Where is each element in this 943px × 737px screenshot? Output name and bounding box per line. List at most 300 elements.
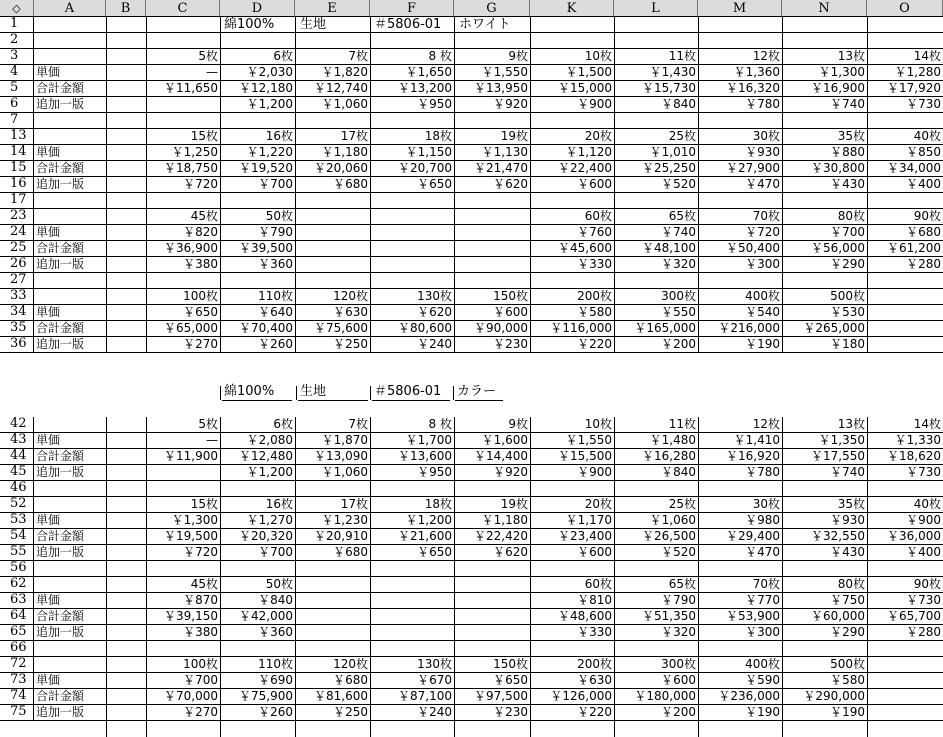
cell-e33[interactable]: 120枚 <box>333 289 368 303</box>
cell-g74[interactable]: ￥97,500 <box>474 689 528 703</box>
cell-n75[interactable]: ￥190 <box>830 705 865 719</box>
cell-f74[interactable]: ￥87,100 <box>398 689 452 703</box>
cell-c3[interactable]: 5枚 <box>198 49 218 63</box>
cell-n4[interactable]: ￥1,300 <box>818 65 865 79</box>
cell-e16[interactable]: ￥680 <box>333 177 368 191</box>
column-header-a[interactable]: A <box>34 0 106 17</box>
cell-d45[interactable]: ￥1,200 <box>246 465 293 479</box>
row-header-52[interactable]: 52 <box>0 497 34 513</box>
cell-e75[interactable]: ￥250 <box>333 705 368 719</box>
cell-c15[interactable]: ￥18,750 <box>164 161 218 175</box>
cell-d65[interactable]: ￥360 <box>258 625 293 639</box>
cell-e13[interactable]: 17枚 <box>340 129 368 143</box>
cell-e74[interactable]: ￥81,600 <box>314 689 368 703</box>
column-header-k[interactable]: K <box>530 0 614 17</box>
cell-b17[interactable] <box>106 193 146 209</box>
cell-k43[interactable]: ￥1,550 <box>565 433 612 447</box>
cell-n73[interactable]: ￥580 <box>830 673 865 687</box>
cell-d4[interactable]: ￥2,030 <box>246 65 293 79</box>
cell-o3[interactable]: 14枚 <box>913 49 941 63</box>
cell-k1[interactable] <box>530 17 614 33</box>
row-header-33[interactable]: 33 <box>0 289 34 305</box>
cell-k36[interactable]: ￥220 <box>577 337 612 351</box>
cell-k53[interactable]: ￥1,170 <box>565 513 612 527</box>
cell-o42[interactable]: 14枚 <box>913 417 941 431</box>
cell-o4[interactable]: ￥1,280 <box>894 65 941 79</box>
cell-g4[interactable]: ￥1,550 <box>481 65 528 79</box>
cell-m7[interactable] <box>698 113 782 129</box>
row-header-5[interactable]: 5 <box>0 81 34 97</box>
cell-m23[interactable]: 70枚 <box>752 209 780 223</box>
cell-b75[interactable] <box>106 705 146 721</box>
cell-f36[interactable]: ￥240 <box>417 337 452 351</box>
row-header-3[interactable]: 3 <box>0 49 34 65</box>
cell-o72[interactable] <box>867 657 943 673</box>
cell-e42[interactable]: 7枚 <box>348 417 368 431</box>
cell-g23[interactable] <box>454 209 530 225</box>
cell-b45[interactable] <box>106 465 146 481</box>
cell-m56[interactable] <box>698 561 782 577</box>
cell-g73[interactable]: ￥650 <box>493 673 528 687</box>
cell-o13[interactable]: 40枚 <box>913 129 941 143</box>
cell-m27[interactable] <box>698 273 782 289</box>
cell-l64[interactable]: ￥51,350 <box>642 609 696 623</box>
cell-l17[interactable] <box>614 193 698 209</box>
cell-g65[interactable] <box>454 625 530 641</box>
cell-d35[interactable]: ￥70,400 <box>239 321 293 335</box>
cell-c64[interactable]: ￥39,150 <box>164 609 218 623</box>
cell-o45[interactable]: ￥730 <box>906 465 941 479</box>
cell-d15[interactable]: ￥19,520 <box>239 161 293 175</box>
cell-d14[interactable]: ￥1,220 <box>246 145 293 159</box>
cell-g2[interactable] <box>454 33 530 49</box>
cell-k63[interactable]: ￥810 <box>577 593 612 607</box>
cell-e53[interactable]: ￥1,230 <box>321 513 368 527</box>
cell-c4[interactable]: — <box>206 65 218 79</box>
cell-o43[interactable]: ￥1,330 <box>894 433 941 447</box>
cell-o53[interactable]: ￥900 <box>906 513 941 527</box>
cell-f72[interactable]: 130枚 <box>417 657 452 671</box>
cell-c66[interactable] <box>146 641 220 657</box>
row-header-64[interactable]: 64 <box>0 609 34 625</box>
cell-c42[interactable]: 5枚 <box>198 417 218 431</box>
cell-e5[interactable]: ￥12,740 <box>314 81 368 95</box>
column-header-l[interactable]: L <box>614 0 698 17</box>
cell-d36[interactable]: ￥260 <box>258 337 293 351</box>
cell-f26[interactable] <box>370 257 454 273</box>
cell-o7[interactable] <box>867 113 943 129</box>
row-header-53[interactable]: 53 <box>0 513 34 529</box>
column-header-g[interactable]: G <box>454 0 530 17</box>
cell-c43[interactable]: — <box>206 433 218 447</box>
cell-n26[interactable]: ￥290 <box>830 257 865 271</box>
cell-g72[interactable]: 150枚 <box>493 657 528 671</box>
cell-b54[interactable] <box>106 529 146 545</box>
cell-a63[interactable]: 単価 <box>36 593 61 607</box>
cell-e2[interactable] <box>295 33 370 49</box>
cell-d16[interactable]: ￥700 <box>258 177 293 191</box>
cell-m17[interactable] <box>698 193 782 209</box>
cell-a36[interactable]: 追加一版 <box>36 337 85 351</box>
cell-g6[interactable]: ￥920 <box>493 97 528 111</box>
cell-k52[interactable]: 20枚 <box>584 497 612 511</box>
cell-l52[interactable]: 25枚 <box>668 497 696 511</box>
cell-f2[interactable] <box>370 33 454 49</box>
cell-m6[interactable]: ￥780 <box>745 97 780 111</box>
cell-n27[interactable] <box>782 273 867 289</box>
cell-l33[interactable]: 300枚 <box>661 289 696 303</box>
cell-e73[interactable]: ￥680 <box>333 673 368 687</box>
cell-m53[interactable]: ￥980 <box>745 513 780 527</box>
cell-e43[interactable]: ￥1,870 <box>321 433 368 447</box>
cell-b4[interactable] <box>106 65 146 81</box>
cell-l6[interactable]: ￥840 <box>661 97 696 111</box>
cell-k56[interactable] <box>530 561 614 577</box>
cell-e72[interactable]: 120枚 <box>333 657 368 671</box>
cell-e56[interactable] <box>295 561 370 577</box>
cell-e35[interactable]: ￥75,600 <box>314 321 368 335</box>
cell-b1[interactable] <box>106 17 146 33</box>
cell-f5[interactable]: ￥13,200 <box>398 81 452 95</box>
cell-k42[interactable]: 10枚 <box>584 417 612 431</box>
cell-m72[interactable]: 400枚 <box>745 657 780 671</box>
cell-b52[interactable] <box>106 497 146 513</box>
cell-f53[interactable]: ￥1,200 <box>405 513 452 527</box>
cell-g36[interactable]: ￥230 <box>493 337 528 351</box>
cell-a55[interactable]: 追加一版 <box>36 545 85 559</box>
row-header-75[interactable]: 75 <box>0 705 34 721</box>
cell-k16[interactable]: ￥600 <box>577 177 612 191</box>
cell-c14[interactable]: ￥1,250 <box>171 145 218 159</box>
cell-m54[interactable]: ￥29,400 <box>726 529 780 543</box>
cell-m73[interactable]: ￥590 <box>745 673 780 687</box>
cell-e44[interactable]: ￥13,090 <box>314 449 368 463</box>
cell-d24[interactable]: ￥790 <box>258 225 293 239</box>
cell-o2[interactable] <box>867 33 943 49</box>
cell-l46[interactable] <box>614 481 698 497</box>
cell-m44[interactable]: ￥16,920 <box>726 449 780 463</box>
cell-l24[interactable]: ￥740 <box>661 225 696 239</box>
cell-l53[interactable]: ￥1,060 <box>649 513 696 527</box>
row-header-24[interactable]: 24 <box>0 225 34 241</box>
cell-a72[interactable] <box>34 657 106 673</box>
cell-c36[interactable]: ￥270 <box>183 337 218 351</box>
row-header-55[interactable]: 55 <box>0 545 34 561</box>
cell-l42[interactable]: 11枚 <box>668 417 696 431</box>
cell-k6[interactable]: ￥900 <box>577 97 612 111</box>
row-header-17[interactable]: 17 <box>0 193 34 209</box>
cell-m14[interactable]: ￥930 <box>745 145 780 159</box>
cell-a1[interactable] <box>34 17 106 33</box>
cell-c17[interactable] <box>146 193 220 209</box>
cell-n23[interactable]: 80枚 <box>837 209 865 223</box>
cell-k73[interactable]: ￥630 <box>577 673 612 687</box>
cell-k62[interactable]: 60枚 <box>584 577 612 591</box>
cell-c65[interactable]: ￥380 <box>183 625 218 639</box>
cell-a52[interactable] <box>34 497 106 513</box>
cell-o56[interactable] <box>867 561 943 577</box>
cell-b64[interactable] <box>106 609 146 625</box>
cell-n53[interactable]: ￥930 <box>830 513 865 527</box>
cell-m35[interactable]: ￥216,000 <box>718 321 780 335</box>
cell-a62[interactable] <box>34 577 106 593</box>
cell-f42[interactable]: 8 枚 <box>428 417 452 431</box>
cell-m42[interactable]: 12枚 <box>752 417 780 431</box>
cell-l36[interactable]: ￥200 <box>661 337 696 351</box>
row-header-56[interactable]: 56 <box>0 561 34 577</box>
cell-g55[interactable]: ￥620 <box>493 545 528 559</box>
row-header-14[interactable]: 14 <box>0 145 34 161</box>
cell-m55[interactable]: ￥470 <box>745 545 780 559</box>
cell-b13[interactable] <box>106 129 146 145</box>
cell-b3[interactable] <box>106 49 146 65</box>
cell-g7[interactable] <box>454 113 530 129</box>
cell-g52[interactable]: 19枚 <box>500 497 528 511</box>
cell-m34[interactable]: ￥540 <box>745 305 780 319</box>
cell-n7[interactable] <box>782 113 867 129</box>
cell-m33[interactable]: 400枚 <box>745 289 780 303</box>
cell-m66[interactable] <box>698 641 782 657</box>
cell-l27[interactable] <box>614 273 698 289</box>
cell-c34[interactable]: ￥650 <box>183 305 218 319</box>
cell-f62[interactable] <box>370 577 454 593</box>
column-header-m[interactable]: M <box>698 0 782 17</box>
cell-a42[interactable] <box>34 417 106 433</box>
cell-m24[interactable]: ￥720 <box>745 225 780 239</box>
cell-o27[interactable] <box>867 273 943 289</box>
cell-d13[interactable]: 16枚 <box>265 129 293 143</box>
row-header-43[interactable]: 43 <box>0 433 34 449</box>
cell-o55[interactable]: ￥400 <box>906 545 941 559</box>
cell-k27[interactable] <box>530 273 614 289</box>
cell-b62[interactable] <box>106 577 146 593</box>
cell-c16[interactable]: ￥720 <box>183 177 218 191</box>
cell-o36[interactable] <box>867 337 943 353</box>
cell-l2[interactable] <box>614 33 698 49</box>
row-header-26[interactable]: 26 <box>0 257 34 273</box>
cell-l23[interactable]: 65枚 <box>668 209 696 223</box>
row-header-66[interactable]: 66 <box>0 641 34 657</box>
cell-g75[interactable]: ￥230 <box>493 705 528 719</box>
cell-l55[interactable]: ￥520 <box>661 545 696 559</box>
cell-a3[interactable] <box>34 49 106 65</box>
cell-a73[interactable]: 単価 <box>36 673 61 687</box>
cell-b23[interactable] <box>106 209 146 225</box>
cell-c2[interactable] <box>146 33 220 49</box>
cell-a54[interactable]: 合計金額 <box>36 529 85 543</box>
cell-l7[interactable] <box>614 113 698 129</box>
cell-l16[interactable]: ￥520 <box>661 177 696 191</box>
row-header-2[interactable]: 2 <box>0 33 34 49</box>
cell-b55[interactable] <box>106 545 146 561</box>
cell-d27[interactable] <box>220 273 295 289</box>
cell-k44[interactable]: ￥15,500 <box>558 449 612 463</box>
cell-f23[interactable] <box>370 209 454 225</box>
cell-b63[interactable] <box>106 593 146 609</box>
cell-g3[interactable]: 9枚 <box>508 49 528 63</box>
cell-m3[interactable]: 12枚 <box>752 49 780 63</box>
cell-m75[interactable]: ￥190 <box>745 705 780 719</box>
cell-n2[interactable] <box>782 33 867 49</box>
cell-a53[interactable]: 単価 <box>36 513 61 527</box>
cell-f16[interactable]: ￥650 <box>417 177 452 191</box>
cell-a74[interactable]: 合計金額 <box>36 689 85 703</box>
cell-b34[interactable] <box>106 305 146 321</box>
cell-f24[interactable] <box>370 225 454 241</box>
cell-o34[interactable] <box>867 305 943 321</box>
cell-l4[interactable]: ￥1,430 <box>649 65 696 79</box>
cell-d64[interactable]: ￥42,000 <box>239 609 293 623</box>
cell-l65[interactable]: ￥320 <box>661 625 696 639</box>
cell-g63[interactable] <box>454 593 530 609</box>
cell-n6[interactable]: ￥740 <box>830 97 865 111</box>
cell-n24[interactable]: ￥700 <box>830 225 865 239</box>
cell-b72[interactable] <box>106 657 146 673</box>
row-header-15[interactable]: 15 <box>0 161 34 177</box>
cell-a34[interactable]: 単価 <box>36 305 61 319</box>
row-header-42[interactable]: 42 <box>0 417 34 433</box>
cell-n72[interactable]: 500枚 <box>830 657 865 671</box>
cell-c24[interactable]: ￥820 <box>183 225 218 239</box>
cell-e23[interactable] <box>295 209 370 225</box>
cell-e4[interactable]: ￥1,820 <box>321 65 368 79</box>
cell-n63[interactable]: ￥750 <box>830 593 865 607</box>
row-header-34[interactable]: 34 <box>0 305 34 321</box>
cell-k4[interactable]: ￥1,500 <box>565 65 612 79</box>
cell-l5[interactable]: ￥15,730 <box>642 81 696 95</box>
cell-o24[interactable]: ￥680 <box>906 225 941 239</box>
cell-k7[interactable] <box>530 113 614 129</box>
cell-d53[interactable]: ￥1,270 <box>246 513 293 527</box>
cell-g35[interactable]: ￥90,000 <box>474 321 528 335</box>
cell-a2[interactable] <box>34 33 106 49</box>
cell-l62[interactable]: 65枚 <box>668 577 696 591</box>
cell-k33[interactable]: 200枚 <box>577 289 612 303</box>
cell-b14[interactable] <box>106 145 146 161</box>
cell-l25[interactable]: ￥48,100 <box>642 241 696 255</box>
cell-b73[interactable] <box>106 673 146 689</box>
cell-l73[interactable]: ￥600 <box>661 673 696 687</box>
row-header-13[interactable]: 13 <box>0 129 34 145</box>
cell-d7[interactable] <box>220 113 295 129</box>
cell-m65[interactable]: ￥300 <box>745 625 780 639</box>
cell-l75[interactable]: ￥200 <box>661 705 696 719</box>
cell-o65[interactable]: ￥280 <box>906 625 941 639</box>
cell-c27[interactable] <box>146 273 220 289</box>
cell-k3[interactable]: 10枚 <box>584 49 612 63</box>
cell-f43[interactable]: ￥1,700 <box>405 433 452 447</box>
cell-c75[interactable]: ￥270 <box>183 705 218 719</box>
cell-g66[interactable] <box>454 641 530 657</box>
cell-a26[interactable]: 追加一版 <box>36 257 85 271</box>
cell-a46[interactable] <box>34 481 106 497</box>
cell-e66[interactable] <box>295 641 370 657</box>
cell-e3[interactable]: 7枚 <box>348 49 368 63</box>
cell-n45[interactable]: ￥740 <box>830 465 865 479</box>
cell-b33[interactable] <box>106 289 146 305</box>
row-header-23[interactable]: 23 <box>0 209 34 225</box>
cell-l15[interactable]: ￥25,250 <box>642 161 696 175</box>
cell-c72[interactable]: 100枚 <box>183 657 218 671</box>
cell-c25[interactable]: ￥36,900 <box>164 241 218 255</box>
cell-c46[interactable] <box>146 481 220 497</box>
cell-b74[interactable] <box>106 689 146 705</box>
cell-b24[interactable] <box>106 225 146 241</box>
cell-l26[interactable]: ￥320 <box>661 257 696 271</box>
cell-a24[interactable]: 単価 <box>36 225 61 239</box>
cell-g45[interactable]: ￥920 <box>493 465 528 479</box>
cell-c7[interactable] <box>146 113 220 129</box>
cell-f56[interactable] <box>370 561 454 577</box>
cell-n36[interactable]: ￥180 <box>830 337 865 351</box>
cell-o26[interactable]: ￥280 <box>906 257 941 271</box>
cell-k17[interactable] <box>530 193 614 209</box>
cell-b36[interactable] <box>106 337 146 353</box>
cell-b53[interactable] <box>106 513 146 529</box>
cell-o66[interactable] <box>867 641 943 657</box>
cell-l56[interactable] <box>614 561 698 577</box>
cell-g16[interactable]: ￥620 <box>493 177 528 191</box>
cell-e7[interactable] <box>295 113 370 129</box>
cell-e14[interactable]: ￥1,180 <box>321 145 368 159</box>
column-header-c[interactable]: C <box>146 0 220 17</box>
cell-n13[interactable]: 35枚 <box>837 129 865 143</box>
cell-c45[interactable] <box>146 465 220 481</box>
cell-n54[interactable]: ￥32,550 <box>811 529 865 543</box>
cell-n17[interactable] <box>782 193 867 209</box>
cell-m25[interactable]: ￥50,400 <box>726 241 780 255</box>
cell-f35[interactable]: ￥80,600 <box>398 321 452 335</box>
cell-f75[interactable]: ￥240 <box>417 705 452 719</box>
cell-n56[interactable] <box>782 561 867 577</box>
cell-b35[interactable] <box>106 321 146 337</box>
cell-f44[interactable]: ￥13,600 <box>398 449 452 463</box>
cell-a75[interactable]: 追加一版 <box>36 705 85 719</box>
cell-g43[interactable]: ￥1,600 <box>481 433 528 447</box>
row-header-73[interactable]: 73 <box>0 673 34 689</box>
cell-b6[interactable] <box>106 97 146 113</box>
cell-n64[interactable]: ￥60,000 <box>811 609 865 623</box>
cell-k55[interactable]: ￥600 <box>577 545 612 559</box>
cell-g14[interactable]: ￥1,130 <box>481 145 528 159</box>
column-header-o[interactable]: O <box>867 0 943 17</box>
cell-o25[interactable]: ￥61,200 <box>887 241 941 255</box>
cell-e27[interactable] <box>295 273 370 289</box>
cell-m63[interactable]: ￥770 <box>745 593 780 607</box>
cell-g17[interactable] <box>454 193 530 209</box>
cell-e52[interactable]: 17枚 <box>340 497 368 511</box>
column-header-b[interactable]: B <box>106 0 146 17</box>
cell-b46[interactable] <box>106 481 146 497</box>
cell-a35[interactable]: 合計金額 <box>36 321 85 335</box>
cell-d72[interactable]: 110枚 <box>258 657 293 671</box>
cell-g64[interactable] <box>454 609 530 625</box>
cell-b7[interactable] <box>106 113 146 129</box>
cell-e55[interactable]: ￥680 <box>333 545 368 559</box>
cell-g62[interactable] <box>454 577 530 593</box>
cell-g26[interactable] <box>454 257 530 273</box>
cell-n3[interactable]: 13枚 <box>837 49 865 63</box>
cell-d3[interactable]: 6枚 <box>273 49 293 63</box>
cell-m15[interactable]: ￥27,900 <box>726 161 780 175</box>
cell-e64[interactable] <box>295 609 370 625</box>
cell-a44[interactable]: 合計金額 <box>36 449 85 463</box>
row-header-72[interactable]: 72 <box>0 657 34 673</box>
cell-l66[interactable] <box>614 641 698 657</box>
cell-c52[interactable]: 15枚 <box>190 497 218 511</box>
cell-b27[interactable] <box>106 273 146 289</box>
cell-n43[interactable]: ￥1,350 <box>818 433 865 447</box>
